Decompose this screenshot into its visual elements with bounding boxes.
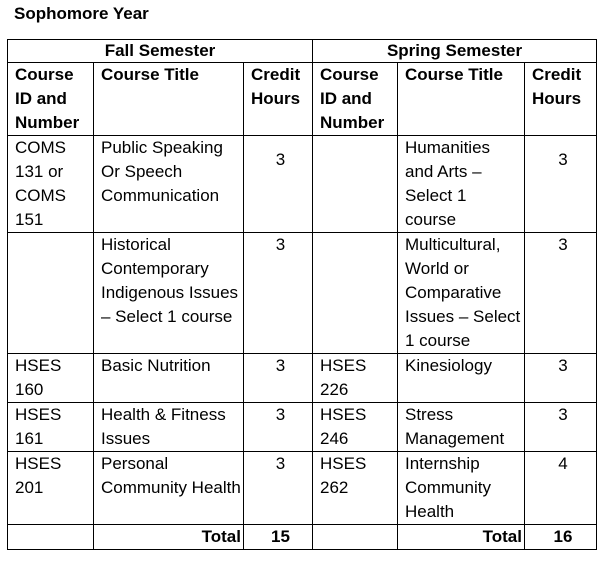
fall-course-id: HSES 160 xyxy=(8,354,94,403)
table-row xyxy=(8,136,597,233)
fall-course-id: HSES 201 xyxy=(8,452,94,525)
fall-course-title: Public Speaking Or Speech Communication xyxy=(94,136,244,233)
fall-total-spacer xyxy=(8,525,94,550)
fall-course-title: Basic Nutrition xyxy=(94,354,244,403)
fall-total-label: Total xyxy=(94,525,244,550)
fall-total-hours: 15 xyxy=(244,525,313,550)
table-row xyxy=(8,403,597,452)
spring-credit-hours: 3 xyxy=(525,233,597,354)
fall-semester-header: Fall Semester xyxy=(8,40,313,63)
fall-course-title: Historical Contemporary Indigenous Issues – Select 1 course xyxy=(94,233,244,354)
spring-course-title: Kinesiology xyxy=(398,354,525,403)
spring-course-title: Humanities and Arts – Select 1 course xyxy=(398,136,525,233)
total-row xyxy=(8,525,597,550)
fall-credit-hours: 3 xyxy=(244,354,313,403)
spring-course-title-header: Course Title xyxy=(398,63,525,136)
spring-course-id: HSES 262 xyxy=(313,452,398,525)
table-row xyxy=(8,233,597,354)
spring-credit-hours: 3 xyxy=(525,354,597,403)
fall-course-id xyxy=(8,233,94,354)
spring-course-id-header: Course ID and Number xyxy=(313,63,398,136)
fall-course-title: Health & Fitness Issues xyxy=(94,403,244,452)
fall-course-id: COMS 131 or COMS 151 xyxy=(8,136,94,233)
fall-credit-hours-header: Credit Hours xyxy=(244,63,313,136)
spring-total-hours: 16 xyxy=(525,525,597,550)
fall-credit-hours: 3 xyxy=(244,233,313,354)
spring-credit-hours-header: Credit Hours xyxy=(525,63,597,136)
spring-course-title: Multicultural, World or Comparative Issues – Select 1 course xyxy=(398,233,525,354)
spring-total-spacer xyxy=(313,525,398,550)
spring-semester-header: Spring Semester xyxy=(313,40,597,63)
spring-course-id xyxy=(313,233,398,354)
table-row xyxy=(8,452,597,525)
fall-course-id-header: Course ID and Number xyxy=(8,63,94,136)
spring-credit-hours: 4 xyxy=(525,452,597,525)
page-title: Sophomore Year xyxy=(14,4,149,23)
spring-course-id: HSES 226 xyxy=(313,354,398,403)
spring-course-id: HSES 246 xyxy=(313,403,398,452)
spring-credit-hours: 3 xyxy=(525,136,597,233)
fall-course-id: HSES 161 xyxy=(8,403,94,452)
fall-course-title-header: Course Title xyxy=(94,63,244,136)
fall-course-title: Personal Community Health xyxy=(94,452,244,525)
spring-course-title: Stress Management xyxy=(398,403,525,452)
fall-credit-hours: 3 xyxy=(244,403,313,452)
column-header-row xyxy=(8,63,597,136)
semester-header-row xyxy=(8,40,597,63)
spring-credit-hours: 3 xyxy=(525,403,597,452)
table-row xyxy=(8,354,597,403)
course-plan-table xyxy=(7,39,597,550)
fall-credit-hours: 3 xyxy=(244,136,313,233)
spring-course-id xyxy=(313,136,398,233)
spring-course-title: Internship Community Health xyxy=(398,452,525,525)
spring-total-label: Total xyxy=(398,525,525,550)
fall-credit-hours: 3 xyxy=(244,452,313,525)
